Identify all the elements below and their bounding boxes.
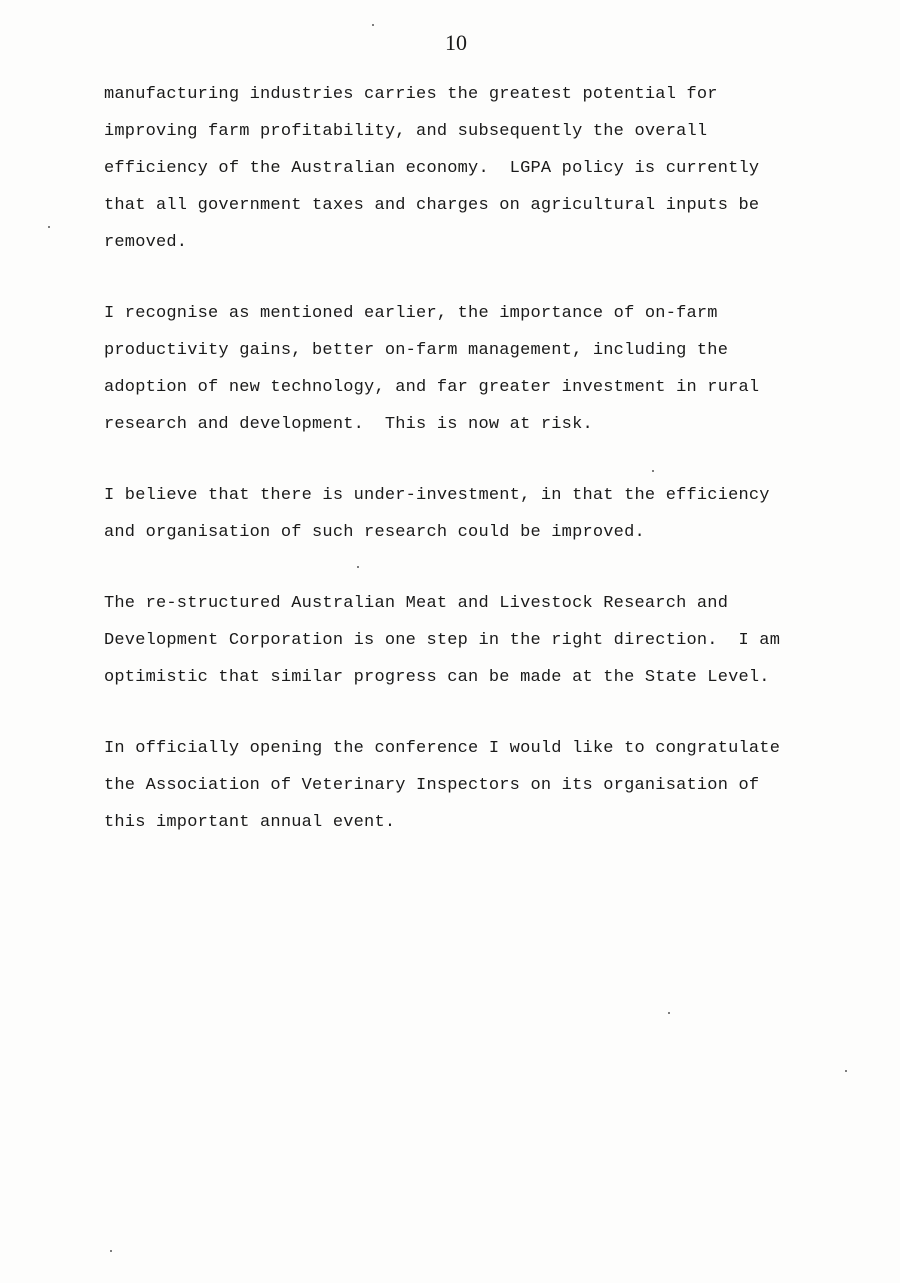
body-text [104, 76, 844, 875]
text-line: productivity gains, better on-farm management, including the [104, 341, 729, 360]
text-line: The re-structured Australian Meat and Livestock Research and [104, 594, 729, 613]
scan-speck [845, 1070, 847, 1072]
text-line: removed. [104, 233, 188, 252]
text-line: I believe that there is under-investment, in that the efficiency [104, 486, 770, 505]
text-line: manufacturing industries carries the greatest potential for [104, 85, 718, 104]
paragraph [104, 76, 844, 261]
scan-speck [357, 566, 359, 568]
text-line: I recognise as mentioned earlier, the importance of on-farm [104, 304, 718, 323]
text-line: Development Corporation is one step in the right direction. I am [104, 631, 781, 650]
scan-speck [652, 470, 654, 472]
scan-speck [48, 226, 50, 228]
scan-speck [110, 1250, 112, 1252]
scan-speck [372, 24, 374, 26]
paragraph [104, 477, 844, 551]
paragraph [104, 585, 844, 696]
page-number: 10 [445, 30, 467, 55]
text-line: this important annual event. [104, 813, 396, 832]
text-line: research and development. This is now at risk. [104, 415, 593, 434]
text-line: and organisation of such research could be improved. [104, 523, 645, 542]
text-line: improving farm profitability, and subsequently the overall [104, 122, 708, 141]
text-line: efficiency of the Australian economy. LGPA policy is currently [104, 159, 760, 178]
paragraph [104, 295, 844, 443]
text-line: In officially opening the conference I would like to congratulate [104, 739, 781, 758]
scan-speck [668, 1012, 670, 1014]
text-line: the Association of Veterinary Inspectors on its organisation of [104, 776, 760, 795]
text-line: that all government taxes and charges on agricultural inputs be [104, 196, 760, 215]
paragraph [104, 730, 844, 841]
text-line: optimistic that similar progress can be made at the State Level. [104, 668, 770, 687]
text-line: adoption of new technology, and far greater investment in rural [104, 378, 760, 397]
